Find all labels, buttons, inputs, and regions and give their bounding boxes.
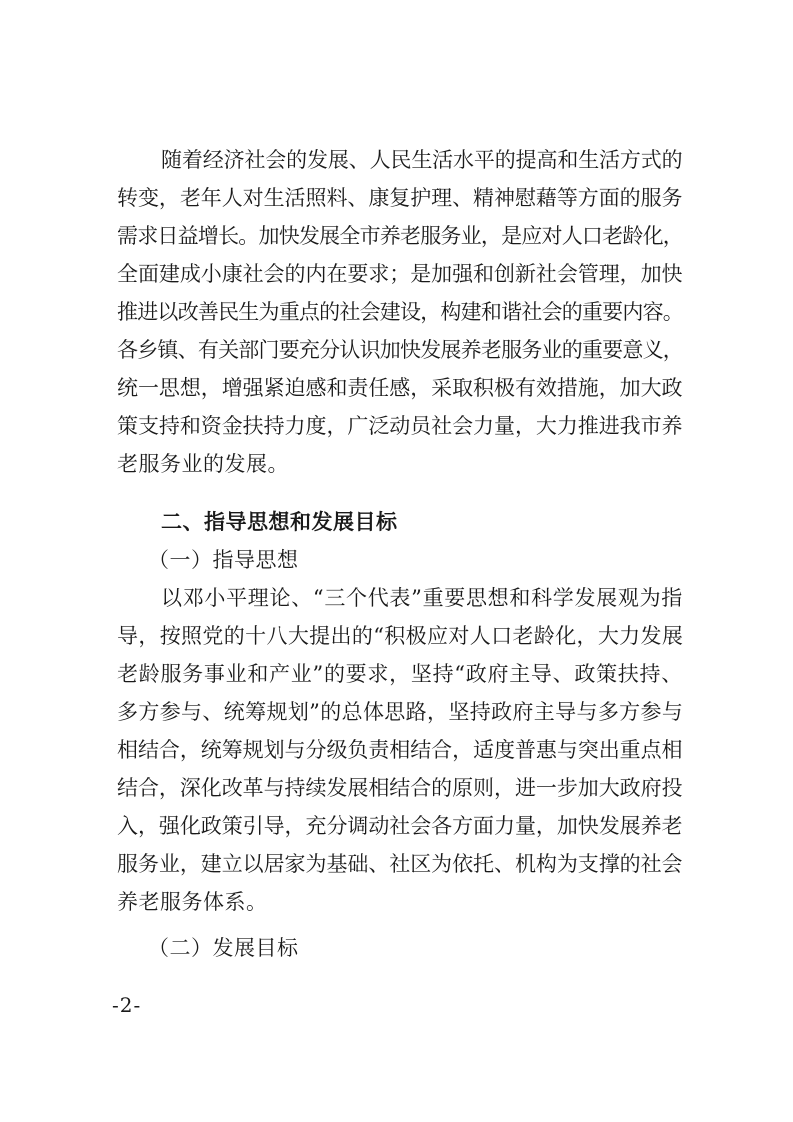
subsection-heading: （二）发展目标 [148, 936, 299, 960]
page-number: -2- [112, 993, 142, 1017]
text-line: 入，强化政策引导，充分调动社会各方面力量，加快发展养老 [117, 814, 683, 838]
text-line: 老服务业的发展。 [117, 452, 289, 476]
text-line: 全面建成小康社会的内在要求；是加强和创新社会管理，加快 [117, 262, 683, 286]
text-line: 导，按照党的十八大提出的“积极应对人口老龄化，大力发展 [117, 624, 684, 648]
text-line: 策支持和资金扶持力度，广泛动员社会力量，大力推进我市养 [117, 414, 683, 438]
text-line: 转变，老年人对生活照料、康复护理、精神慰藉等方面的服务 [117, 186, 683, 210]
text-line: 推进以改善民生为重点的社会建设，构建和谐社会的重要内容。 [117, 300, 683, 324]
text-line: 随着经济社会的发展、人民生活水平的提高和生活方式的 [161, 148, 683, 172]
text-line: 老龄服务事业和产业”的要求，坚持“政府主导、政策扶持、 [117, 662, 683, 686]
text-line: 多方参与、统筹规划”的总体思路，坚持政府主导与多方参与 [117, 700, 684, 724]
text-line: 统一思想，增强紧迫感和责任感，采取积极有效措施，加大政 [117, 376, 683, 400]
text-line: 结合，深化改革与持续发展相结合的原则，进一步加大政府投 [117, 776, 683, 800]
text-line: 服务业，建立以居家为基础、社区为依托、机构为支撑的社会 [117, 852, 683, 876]
text-line: 各乡镇、有关部门要充分认识加快发展养老服务业的重要意义， [117, 338, 683, 362]
section-heading: 二、指导思想和发展目标 [161, 510, 398, 534]
text-line: 相结合，统筹规划与分级负责相结合，适度普惠与突出重点相 [117, 738, 683, 762]
subsection-heading: （一）指导思想 [148, 548, 299, 572]
text-line: 以邓小平理论、“三个代表”重要思想和科学发展观为指 [161, 586, 683, 610]
text-line: 养老服务体系。 [117, 890, 268, 914]
text-line: 需求日益增长。加快发展全市养老服务业，是应对人口老龄化， [117, 224, 683, 248]
